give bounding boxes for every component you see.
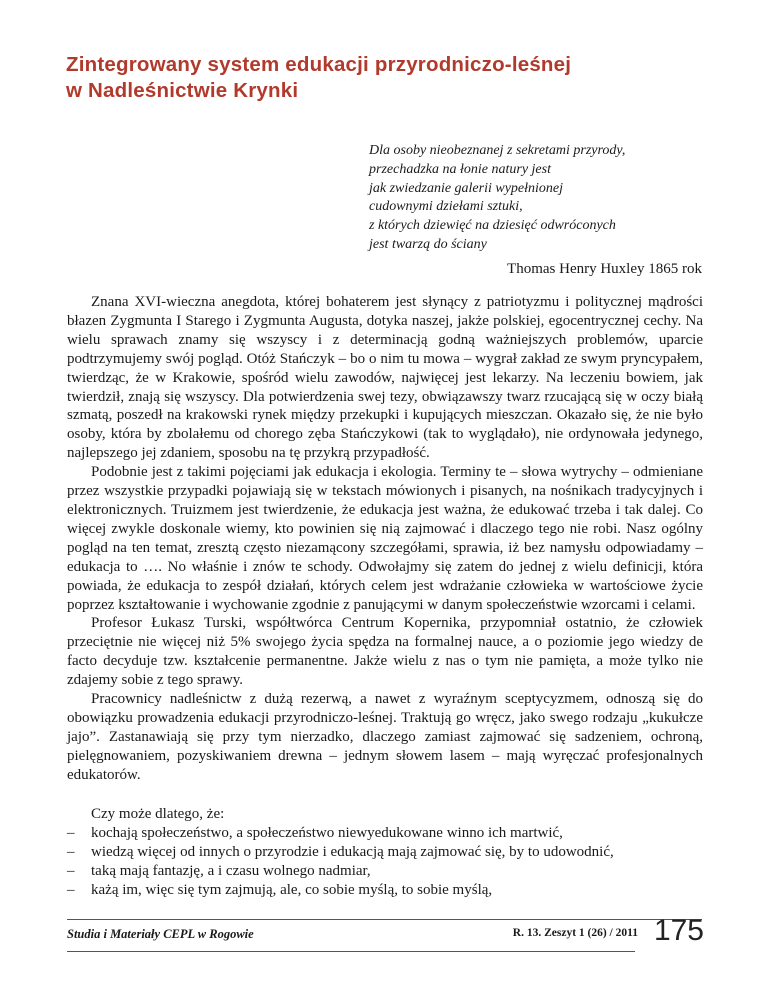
dash-bullet: – xyxy=(67,881,75,898)
footer-rule-top xyxy=(67,919,702,920)
list-item-text: kochają społeczeństwo, a społeczeństwo niewyedukowane winno ich martwić, xyxy=(91,824,563,841)
list-item xyxy=(67,862,703,881)
question-list xyxy=(67,805,703,900)
dash-bullet: – xyxy=(67,862,75,879)
list-item-text: każą im, więc się tym zajmują, ale, co sobie myślą, to sobie myślą, xyxy=(91,881,493,898)
epigraph-line: z których dziewięć na dziesięć odwróconych xyxy=(369,218,616,234)
list-item xyxy=(67,843,703,862)
journal-name: Studia i Materiały CEPL w Rogowie xyxy=(67,927,254,941)
epigraph-line: cudownymi dziełami sztuki, xyxy=(369,199,523,215)
article-title-line-2: w Nadleśnictwie Krynki xyxy=(66,79,299,102)
body-paragraph: Znana XVI-wieczna anegdota, której bohaterem jest słynący z patriotyzmu i politycznej mądrości błazen Zygmunta I Starego i Zygmunta Augusta, dotyka naszej, jakże polskiej, egocentrycznej cechy. Na wielu sprawach znamy się wszyscy i z determinacją godną ważniejszych problemów, uparcie podtrzymujemy swój pogląd. Otóż Stańczyk – bo o nim tu mowa – wygrał zakład ze swym pryncypałem, twierdząc, że w Krakowie, spośród wielu zawodów, najwięcej jest lekarzy. Na leczeniu bowiem, jak twierdził, znają się wszyscy. Dla potwierdzenia swej tezy, obwiązawszy twarz rzucającą się w oczy białą szmatą, poszedł na krakowski rynek między przekupki i kupujących mieszczan. Okazało się, że nie było osoby, która by zbolałemu od chorego zęba Stańczykowi (tak to wyglądało), nie ordynowała jedynego, najlepszego jej zdaniem, sposobu na tę przykrą przypadłość. xyxy=(67,294,703,462)
body-paragraph: Profesor Łukasz Turski, współtwórca Centrum Kopernika, przypomniał ostatnio, że człowiek przeciętnie nie więcej niż 5% swojego życia spędza na formalnej nauce, a o poziomie jego wiedzy de facto decyduje tzw. kształcenie permanentne. Jakże wielu z nas o tym nie pamięta, a może tylko nie zdajemy sobie z tego sprawy. xyxy=(67,615,703,689)
list-item xyxy=(67,881,703,900)
article-title-line-1: Zintegrowany system edukacji przyrodniczo-leśnej xyxy=(66,53,572,76)
article-body xyxy=(67,293,703,785)
page-number: 175 xyxy=(653,914,704,947)
epigraph-line: jest twarzą do ściany xyxy=(369,236,487,252)
issue-info: R. 13. Zeszyt 1 (26) / 2011 xyxy=(512,927,638,939)
dash-bullet: – xyxy=(67,843,75,860)
epigraph-line: Dla osoby nieobeznanej z sekretami przyrody, xyxy=(369,143,626,158)
list-intro: Czy może dlatego, że: xyxy=(91,806,225,822)
list-item xyxy=(67,824,703,843)
body-paragraph: Pracownicy nadleśnictw z dużą rezerwą, a nawet z wyraźnym sceptycyzmem, odnoszą się do obowiązku prowadzenia edukacji przyrodniczo-leśnej. Traktują go wręcz, jako swego rodzaju „kukułcze jajo”. Zastanawiają się przy tym nierzadko, dlaczego zamiast zajmować się sadzeniem, ochroną, pielęgnowaniem, pozyskiwaniem drewna – jednym słowem lasem – mają wyręczać profesjonalnych edukatorów. xyxy=(67,691,703,783)
article-title xyxy=(66,52,706,104)
dash-bullet: – xyxy=(67,824,75,841)
list-item-text: taką mają fantazję, a i czasu wolnego nadmiar, xyxy=(91,862,371,879)
epigraph xyxy=(369,142,709,255)
epigraph-author: Thomas Henry Huxley 1865 rok xyxy=(507,261,702,277)
epigraph-line: przechadzka na łonie natury jest xyxy=(369,161,551,177)
body-paragraph: Podobnie jest z takimi pojęciami jak edukacja i ekologia. Terminy te – słowa wytrychy – odmieniane przez wszystkie przypadki pojawiają się w tekstach mówionych i pisanych, na nośnikach tradycyjnych i elektronicznych. Truizmem jest twierdzenie, że edukacja jest ważna, że edukować trzeba i tak dalej. Co więcej zwykle doskonale wiemy, kto powinien się nią zajmować i dlaczego tego nie robi. Nasz ogólny pogląd na ten temat, zresztą często niezamącony szczegółami, sprawia, iż bez namysłu odpowiadamy – edukacja to …. No właśnie i znów te schody. Odwołajmy się zatem do jednej z wielu definicji, która powiada, że edukacja to zespół działań, których celem jest wdrażanie człowieka w wartościowe życie poprzez kształtowanie i wychowanie zgodnie z panującymi w danym społeczeństwie wzorcami i celami. xyxy=(67,464,703,613)
list-item-text: wiedzą więcej od innych o przyrodzie i edukacją mają zajmować się, by to udowodnić, xyxy=(91,843,614,860)
epigraph-line: jak zwiedzanie galerii wypełnionej xyxy=(369,180,564,196)
footer-rule-bottom xyxy=(67,951,635,952)
